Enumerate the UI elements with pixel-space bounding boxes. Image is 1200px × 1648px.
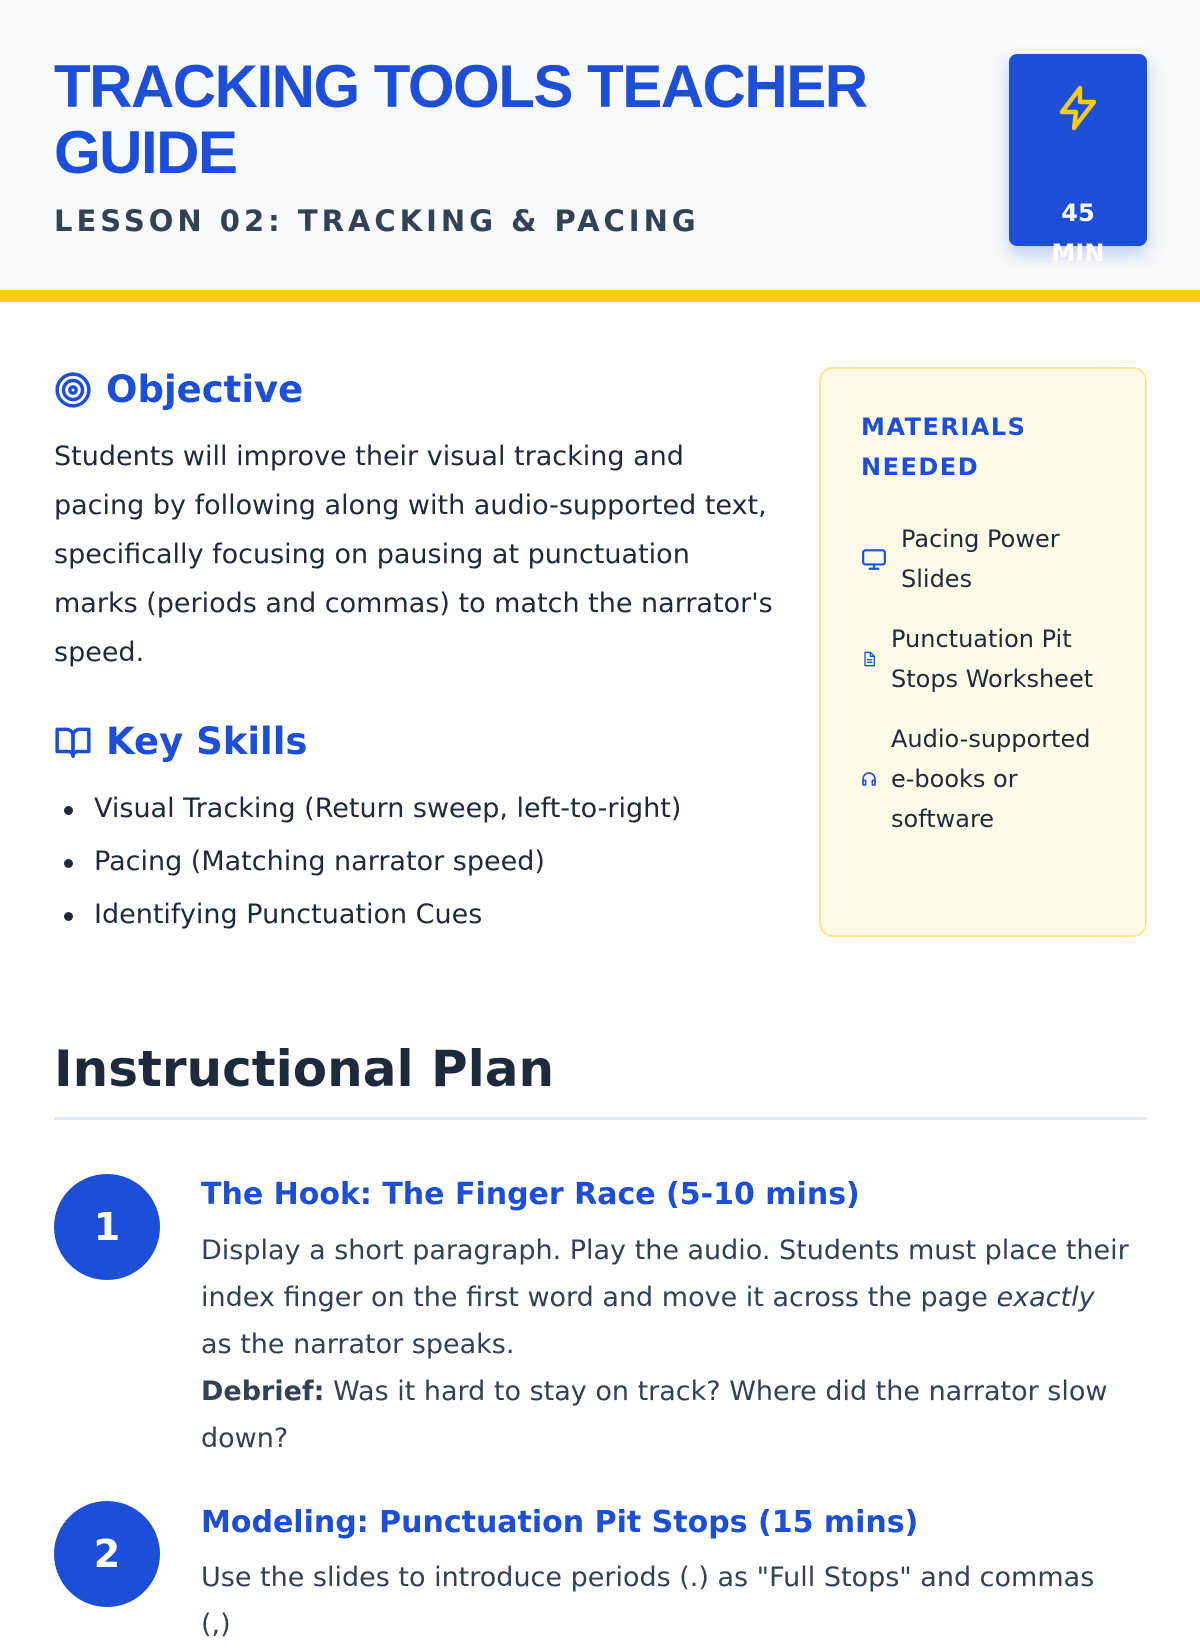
objective-heading <box>54 368 303 411</box>
step-title: Modeling: Punctuation Pit Stops (15 mins) <box>201 1505 919 1540</box>
key-skills-list <box>54 782 774 941</box>
step-text: as the narrator speaks. <box>201 1329 515 1360</box>
divider <box>54 1117 1147 1120</box>
materials-panel <box>819 367 1147 937</box>
step-body <box>201 1554 1131 1648</box>
step-body <box>201 1227 1131 1462</box>
duration-value: 45 <box>1061 199 1095 227</box>
material-label: Punctuation Pit Stops Worksheet <box>891 625 1094 693</box>
step-title: The Hook: The Finger Race (5-10 mins) <box>201 1177 860 1212</box>
list-item: Identifying Punctuation Cues <box>54 888 774 941</box>
material-label: Audio-supported e-books or software <box>891 725 1091 833</box>
duration-badge <box>1009 54 1147 267</box>
document-icon <box>861 650 877 668</box>
key-skills-heading-label: Key Skills <box>106 720 308 763</box>
debrief-text: Was it hard to stay on track? Where did the narrator slow down? <box>201 1376 1108 1454</box>
key-skills-heading <box>54 720 307 763</box>
material-item <box>861 719 1106 839</box>
step-number-badge: 2 <box>54 1501 160 1607</box>
step-number-badge: 1 <box>54 1174 160 1280</box>
step-emphasis: exactly <box>996 1282 1095 1313</box>
material-item <box>861 619 1106 699</box>
monitor-icon <box>861 546 887 572</box>
step-text: Use the slides to introduce periods (.) as "Full Stops" and commas (,) <box>201 1562 1095 1640</box>
book-open-icon <box>54 723 92 761</box>
target-icon <box>54 371 92 409</box>
material-item <box>861 519 1116 599</box>
lightning-icon <box>1054 82 1102 134</box>
page-header <box>0 0 1200 302</box>
page-title: TRACKING TOOLS TEACHER GUIDE <box>54 53 867 186</box>
list-item: Visual Tracking (Return sweep, left-to-right) <box>54 782 774 835</box>
materials-heading: MATERIALS NEEDED <box>861 413 1027 481</box>
objective-heading-label: Objective <box>106 368 304 411</box>
instructional-plan-heading: Instructional Plan <box>54 1040 555 1098</box>
step-text: Display a short paragraph. Play the audio. Students must place their index finger on the first word and move it across the page <box>201 1235 1129 1313</box>
duration-unit: MIN <box>1051 239 1105 267</box>
headphones-icon <box>861 771 877 787</box>
lesson-subtitle: LESSON 02: TRACKING & PACING <box>54 204 700 238</box>
objective-text: Students will improve their visual tracking and pacing by following along with audio-supported text, specifically focusing on pausing at punctuation marks (periods and commas) to match the narrator's speed. <box>54 441 773 668</box>
list-item: Pacing (Matching narrator speed) <box>54 835 774 888</box>
material-label: Pacing Power Slides <box>901 525 1060 593</box>
debrief-label: Debrief: <box>201 1376 325 1407</box>
